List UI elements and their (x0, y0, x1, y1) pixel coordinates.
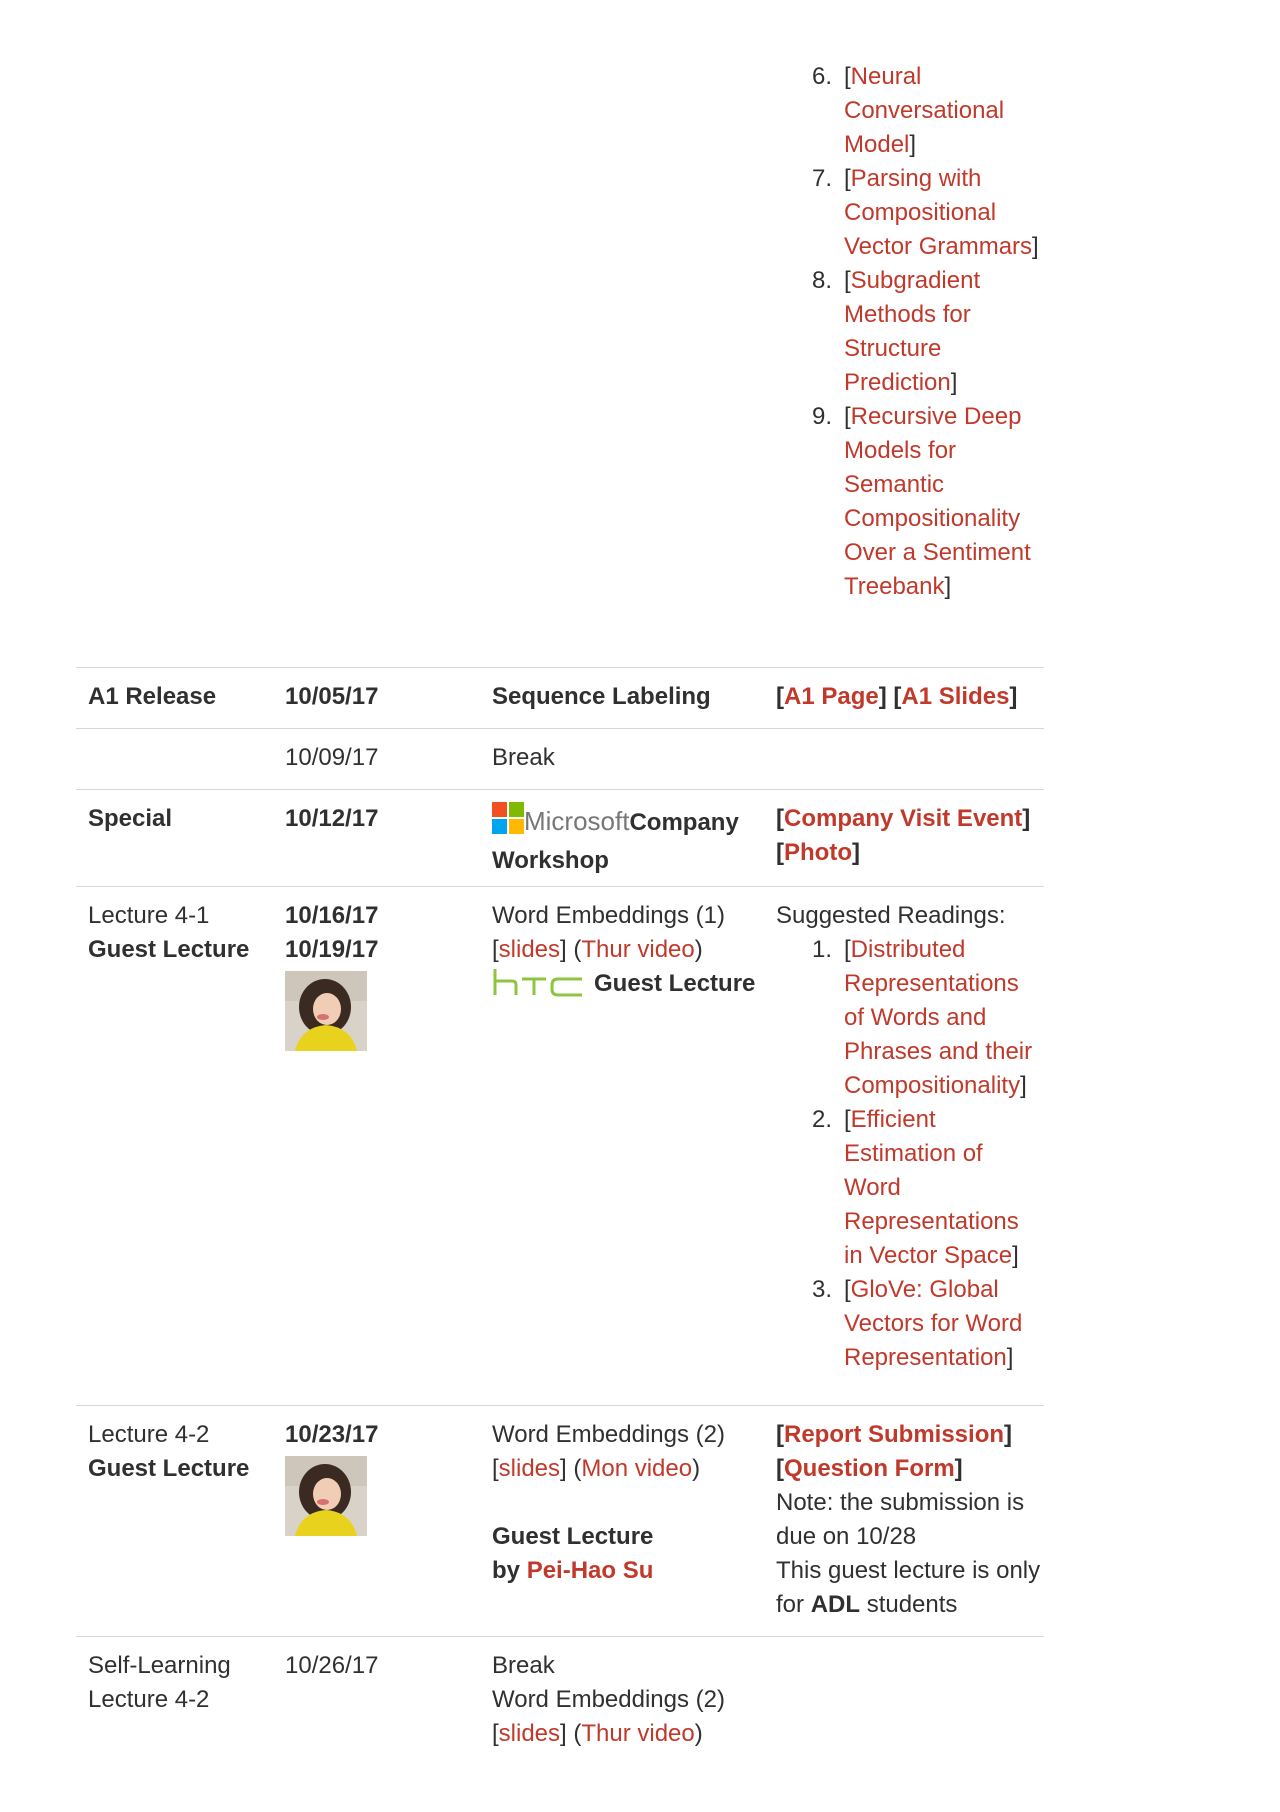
video-link[interactable]: Thur video (581, 936, 695, 963)
reading-link[interactable]: Neural Conversational Model (844, 63, 1005, 158)
row-type-self: Self-Learning (88, 1652, 231, 1679)
reading-link[interactable]: Subgradient Methods for Structure Prediction (844, 267, 981, 396)
row-type-guest: Guest Lecture (88, 936, 250, 963)
guest-note-students: students (866, 1591, 958, 1618)
a1-page-link[interactable]: A1 Page (784, 683, 879, 710)
row-date: 10/12/17 (285, 805, 379, 832)
reading-item: 2. [Efficient Estimation of Word Representations in Vector Space] (812, 1106, 1019, 1269)
table-row-lecture-4-2 (76, 1405, 1044, 1636)
row-links: [Company Visit Event] [Photo] (776, 805, 1031, 866)
guest-note-adl: ADL (810, 1591, 861, 1618)
guest-avatar (285, 1456, 367, 1536)
reading-link[interactable]: Efficient Estimation of Word Representations in Vector Space (844, 1106, 1019, 1269)
video-link[interactable]: Mon video (581, 1455, 693, 1482)
reading-link[interactable]: Recursive Deep Models for Semantic Compositionality Over a Sentiment Treebank (844, 403, 1031, 600)
photo-link[interactable]: Photo (784, 839, 852, 866)
slides-link[interactable]: slides (498, 1455, 561, 1482)
row-dates (285, 1418, 485, 1536)
table-row-self-learning (76, 1636, 1044, 1812)
row-topic: Break Word Embeddings (2) [slides] (Thur video) (492, 1652, 725, 1747)
row-type: Special (88, 805, 173, 832)
row-date: 10/23/17 (285, 1421, 379, 1448)
row-date: 10/09/17 (285, 744, 379, 771)
reading-item: 1. [Distributed Representations of Words and Phrases and their Compositionality] (812, 936, 1033, 1099)
topic-title: Word Embeddings (1) (492, 902, 725, 929)
topic-title: Word Embeddings (2) (492, 1421, 725, 1448)
table-row-special (76, 789, 1044, 886)
report-submission-link[interactable]: Report Submission (784, 1421, 1005, 1448)
submission-note: Note: the submission is due on 10/28 (776, 1489, 1025, 1550)
row-type-lecture: Lecture 4-1 (88, 902, 210, 929)
guest-note: This guest lecture is only for (776, 1557, 1041, 1618)
guest-by: by (492, 1557, 521, 1584)
video-link[interactable]: Thur video (581, 1720, 695, 1747)
reading-link[interactable]: Distributed Representations of Words and Phrases and their Compositionality (844, 936, 1033, 1099)
row-type (88, 1649, 268, 1717)
topic-company: Company (629, 809, 739, 836)
reading-link[interactable]: Parsing with Compositional Vector Grammars (844, 165, 1033, 260)
row-links: [Report Submission] [Question Form] Note: the submission is due on 10/28 This guest lecture is only for ADL students (776, 1421, 1041, 1618)
readings-list-continued (812, 60, 1052, 604)
row-type: A1 Release (88, 683, 217, 710)
topic-workshop: Workshop (492, 847, 609, 874)
slides-link[interactable]: slides (498, 1720, 561, 1747)
row-date: 10/19/17 (285, 936, 379, 963)
table-row-a1-release (76, 667, 1044, 728)
reading-item: 9. [Recursive Deep Models for Semantic Compositionality Over a Sentiment Treebank] (812, 403, 1031, 600)
row-dates (285, 899, 485, 1051)
question-form-link[interactable]: Question Form (784, 1455, 955, 1482)
row-type (88, 1418, 268, 1486)
reading-item: 8. [Subgradient Methods for Structure Prediction] (812, 267, 981, 396)
company-visit-event-link[interactable]: Company Visit Event (784, 805, 1023, 832)
table-row-lecture-4-1 (76, 886, 1044, 1405)
a1-slides-link[interactable]: A1 Slides (901, 683, 1010, 710)
reading-item: 7. [Parsing with Compositional Vector Grammars] (812, 165, 1039, 260)
guest-lecture-label: Guest Lecture (492, 1523, 654, 1550)
row-topic (492, 802, 764, 878)
row-type-guest: Guest Lecture (88, 1455, 250, 1482)
row-date: 10/26/17 (285, 1652, 379, 1679)
slides-link[interactable]: slides (498, 936, 561, 963)
table-row-break (76, 728, 1044, 789)
reading-item: 3. [GloVe: Global Vectors for Word Representation] (812, 1276, 1023, 1371)
topic-break: Break (492, 1652, 555, 1679)
row-date: 10/16/17 (285, 902, 379, 929)
row-type-lecture: Lecture 4-2 (88, 1686, 210, 1713)
row-type-lecture: Lecture 4-2 (88, 1421, 210, 1448)
reading-link[interactable]: GloVe: Global Vectors for Word Representation (844, 1276, 1023, 1371)
readings-list (812, 933, 1044, 1375)
guest-avatar (285, 971, 367, 1051)
row-topic: Break (492, 744, 555, 771)
microsoft-logo (492, 802, 524, 844)
topic-title: Word Embeddings (2) (492, 1686, 725, 1713)
microsoft-wordmark: Microsoft (524, 806, 630, 836)
guest-lecture-label: Guest Lecture (594, 970, 756, 997)
reading-item: 6. [Neural Conversational Model] (812, 63, 1005, 158)
row-type (88, 899, 268, 967)
row-links: [A1 Page] [A1 Slides] (776, 683, 1018, 710)
row-topic: Word Embeddings (2) [slides] (Mon video) Guest Lecture by Pei-Hao Su (492, 1421, 725, 1584)
htc-logo (492, 967, 586, 1007)
row-topic: Sequence Labeling (492, 683, 711, 710)
row-date: 10/05/17 (285, 683, 379, 710)
row-topic: Word Embeddings (1) [slides] (Thur video) Guest Lecture (492, 899, 764, 1007)
row-readings (776, 899, 1044, 1375)
guest-speaker-link[interactable]: Pei-Hao Su (526, 1557, 654, 1584)
suggested-readings-label: Suggested Readings: (776, 902, 1006, 929)
